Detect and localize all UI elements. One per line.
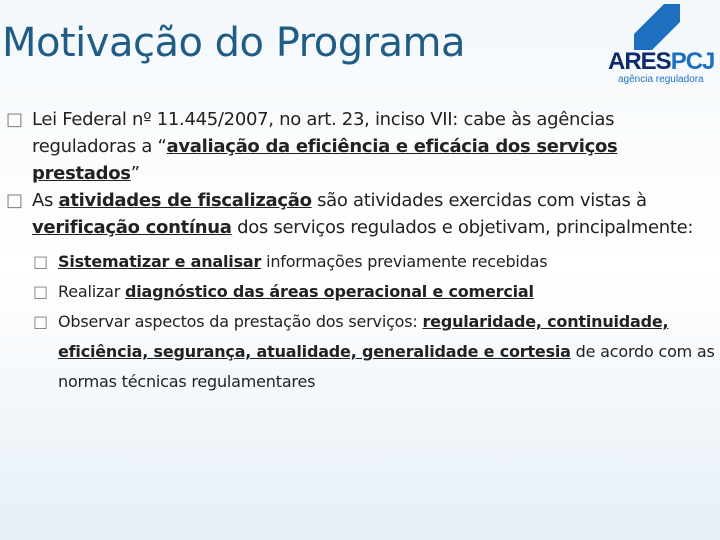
logo-tagline: agência reguladora: [618, 74, 704, 85]
ares-pcj-logo: [604, 4, 714, 84]
bullet-emphasis: Sistematizar e analisar: [58, 252, 262, 271]
bullet-text: As: [32, 190, 59, 211]
bullet-emphasis: diagnóstico das áreas operacional e comercial: [125, 282, 534, 301]
sub-bullet-list: [0, 247, 715, 397]
bullet-text: Realizar: [58, 282, 126, 301]
bullet-text: são atividades exercidas com vistas à: [311, 190, 647, 211]
bullet-marker: □: [33, 312, 48, 331]
bullet-emphasis: verificação contínua: [32, 217, 232, 238]
bullet-text: de acordo com as normas técnicas regulamentares: [58, 342, 715, 391]
bullet-atividades-fiscalizacao: [0, 187, 715, 241]
logo-mark-icon: [634, 4, 680, 50]
bullet-text: Observar aspectos da prestação dos serviços:: [58, 312, 423, 331]
logo-name-main: ARES: [608, 48, 671, 75]
bullet-text: dos serviços regulados e objetivam, principalmente:: [231, 217, 694, 238]
logo-name: [608, 48, 714, 76]
sub-bullet-observar: [0, 307, 715, 397]
sub-bullet-sistematizar: [0, 247, 715, 277]
bullet-emphasis: atividades de fiscalização: [58, 190, 312, 211]
bullet-marker: □: [33, 252, 48, 271]
bullet-marker: □: [33, 282, 48, 301]
slide-title: Motivação do Programa: [2, 20, 466, 66]
bullet-lei-federal: [0, 106, 715, 187]
bullet-marker: □: [6, 109, 23, 130]
bullet-text: Lei Federal nº 11.445/2007, no art. 23, inciso VII: cabe às agências reguladoras a “: [32, 109, 615, 157]
content: [0, 106, 715, 397]
bullet-emphasis: avaliação da eficiência e eficácia dos serviços prestados: [32, 136, 618, 184]
sub-bullet-realizar: [0, 277, 715, 307]
bullet-text: informações previamente recebidas: [261, 252, 548, 271]
bullet-emphasis: regularidade, continuidade, eficiência, segurança, atualidade, generalidade e cortesia: [58, 312, 669, 361]
bullet-text: ”: [130, 163, 140, 184]
bullet-marker: □: [6, 190, 23, 211]
logo-name-accent: PCJ: [670, 48, 715, 75]
